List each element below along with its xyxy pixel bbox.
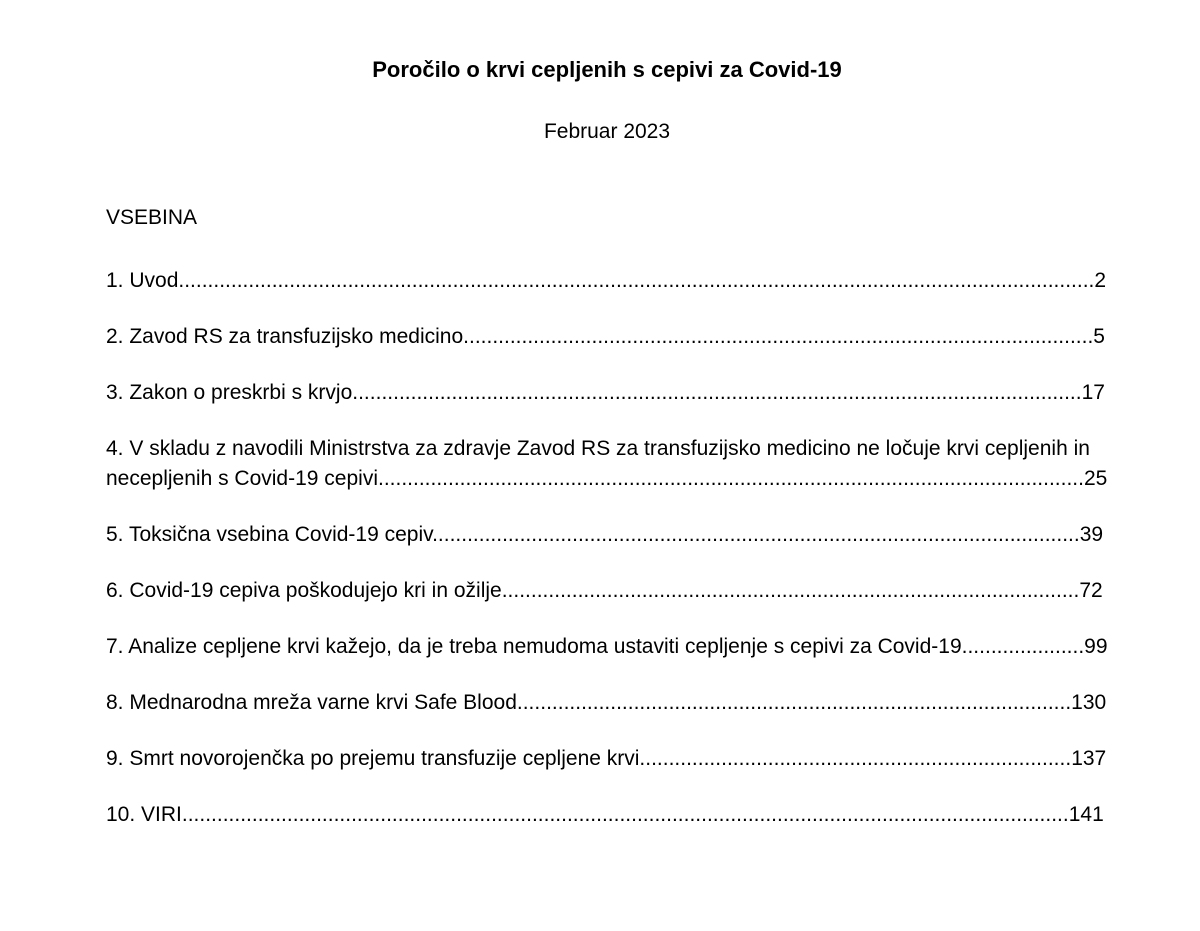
- toc-entry-label: 3. Zakon o preskrbi s krvjo: [106, 381, 353, 404]
- toc-entry-label: 1. Uvod: [106, 269, 179, 292]
- toc-entry[interactable]: [106, 378, 1108, 408]
- toc-entry-page: 5: [1093, 325, 1105, 348]
- toc-entry-page: 141: [1068, 803, 1104, 826]
- toc-entry-page: 2: [1094, 269, 1107, 292]
- table-of-contents: [106, 266, 1108, 830]
- toc-entry[interactable]: [106, 520, 1108, 550]
- toc-entry[interactable]: [106, 576, 1108, 606]
- toc-entry[interactable]: [106, 688, 1108, 718]
- toc-entry-page: 17: [1081, 381, 1105, 404]
- toc-leader-dots: .....................: [961, 635, 1085, 658]
- toc-entry[interactable]: [106, 800, 1108, 830]
- toc-entry-label: 6. Covid-19 cepiva poškodujejo kri in ožilje: [106, 579, 502, 602]
- toc-entry[interactable]: [106, 434, 1108, 494]
- toc-leader-dots: .............................................................................................................................: [352, 381, 1082, 404]
- toc-entry-label: 5. Toksična vsebina Covid-19 cepiv: [106, 523, 433, 546]
- toc-entry-label: 8. Mednarodna mreža varne krvi Safe Blood: [106, 691, 517, 714]
- toc-entry[interactable]: [106, 322, 1108, 352]
- toc-leader-dots: .........................................................................................................................: [378, 467, 1084, 490]
- toc-entry[interactable]: [106, 744, 1108, 774]
- toc-entry-label: 9. Smrt novorojenčka po prejemu transfuzije cepljene krvi: [106, 747, 640, 770]
- toc-entry-label: 4. V skladu z navodili Ministrstva za zdravje Zavod RS za transfuzijsko medicino ne ločuje krvi cepljenih in necepljenih s Covid-19 cepivi: [106, 437, 1090, 490]
- contents-heading: VSEBINA: [106, 206, 198, 229]
- toc-entry-page: 39: [1079, 523, 1104, 546]
- document-subtitle: Februar 2023: [543, 120, 671, 143]
- toc-entry-page: 137: [1071, 747, 1107, 770]
- toc-entry[interactable]: [106, 632, 1108, 662]
- toc-leader-dots: ...................................................................................................: [501, 579, 1080, 602]
- toc-entry-label: 10. VIRI: [106, 803, 182, 826]
- toc-entry-page: 25: [1083, 467, 1108, 490]
- toc-leader-dots: ..........................................................................: [639, 747, 1072, 770]
- toc-leader-dots: ............................................................................................................: [463, 325, 1094, 348]
- toc-entry-label: 7. Analize cepljene krvi kažejo, da je treba nemudoma ustaviti cepljenje s cepivi za Covid-19: [106, 635, 962, 658]
- toc-entry[interactable]: [106, 266, 1108, 296]
- toc-leader-dots: .............................................................................................................................................................: [178, 269, 1095, 292]
- toc-entry-page: 130: [1071, 691, 1107, 714]
- document-title: Poročilo o krvi cepljenih s cepivi za Covid-19: [372, 57, 842, 82]
- toc-entry-label: 2. Zavod RS za transfuzijsko medicino: [106, 325, 464, 348]
- toc-leader-dots: ...............................................................................................: [516, 691, 1072, 714]
- toc-entry-page: 99: [1084, 635, 1108, 658]
- toc-leader-dots: ...............................................................................................................: [432, 523, 1080, 546]
- toc-entry-page: 72: [1079, 579, 1103, 602]
- toc-leader-dots: ........................................................................................................................................................: [181, 803, 1069, 826]
